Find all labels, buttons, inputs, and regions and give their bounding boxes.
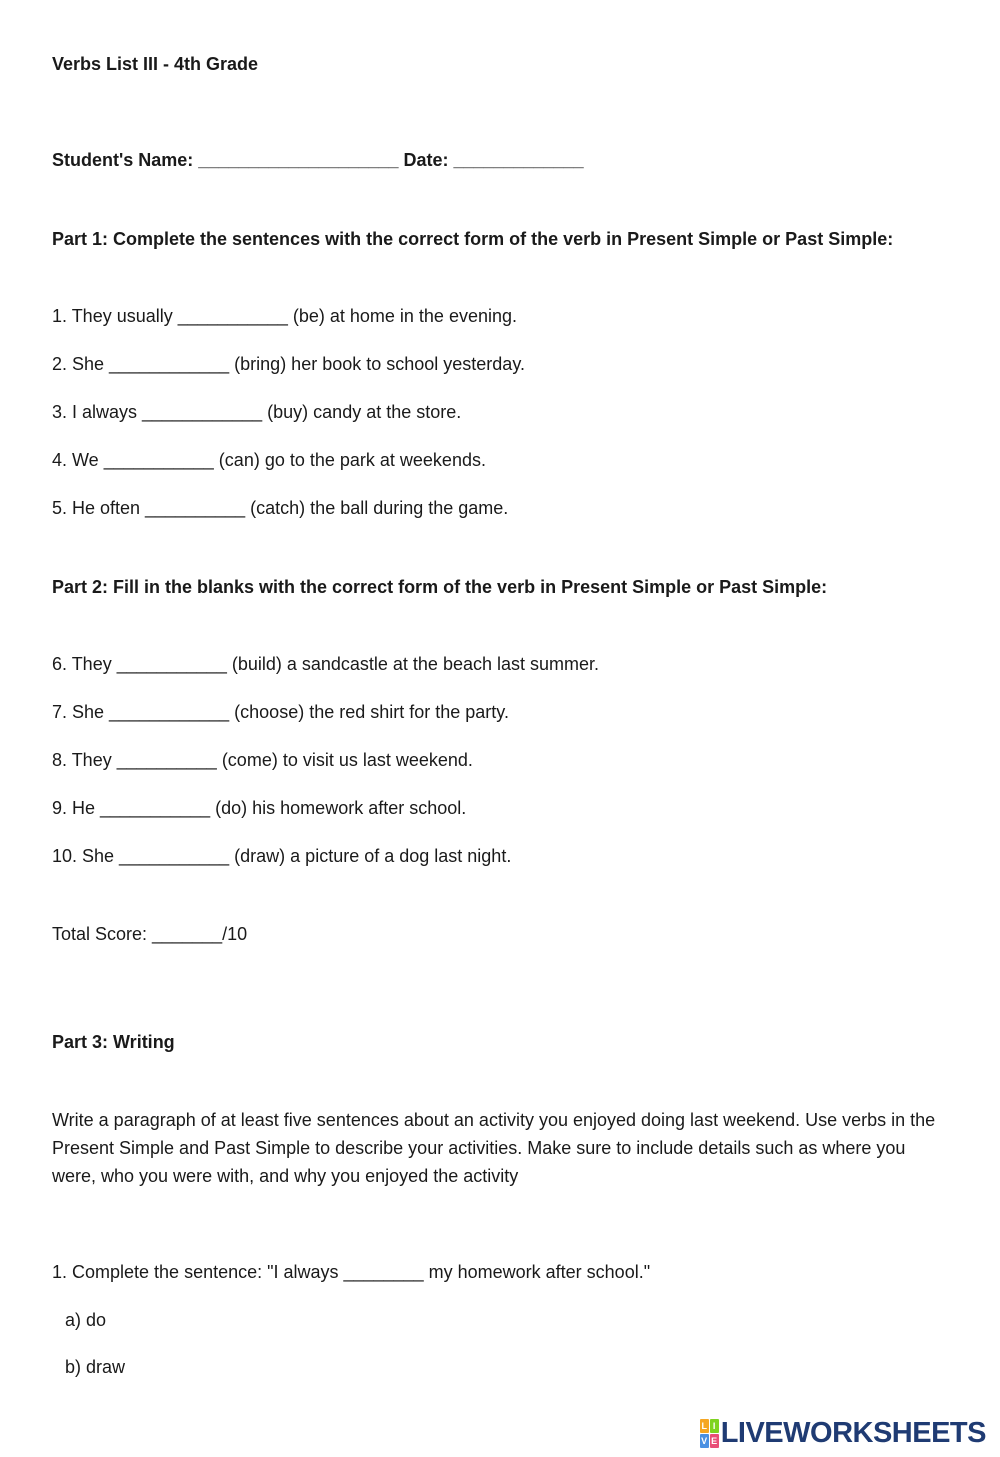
logo-mark-l: L [701,1420,707,1431]
total-score: Total Score: _______/10 [52,924,248,944]
question1-prompt: 1. Complete the sentence: "I always ________ my homework after school." [52,1262,651,1282]
logo-mark-v: V [701,1435,708,1446]
part1-item: 4. We ___________ (can) go to the park at weekends. [52,450,486,470]
part2-item: 6. They ___________ (build) a sandcastle at the beach last summer. [52,654,600,674]
part2-item: 7. She ____________ (choose) the red shirt for the party. [52,702,509,722]
worksheet-title: Verbs List III - 4th Grade [52,54,259,74]
part2-heading: Part 2: Fill in the blanks with the correct form of the verb in Present Simple or Past Simple: [52,577,828,597]
logo-mark-i: I [710,1419,719,1433]
part3-instructions: Write a paragraph of at least five sentences about an activity you enjoyed doing last weekend. Use verbs in the Present Simple and Past Simple to describe your activities. Make sure to include details such as where you were, who you were with, and why you enjoyed the activity [52,1110,936,1186]
part2-item: 9. He ___________ (do) his homework after school. [52,798,467,818]
part2-item: 10. She ___________ (draw) a picture of a dog last night. [52,846,512,866]
liveworksheets-logo-icon [700,1419,719,1448]
liveworksheets-logo [700,1417,986,1449]
student-name-date-line: Student's Name: ____________________ Date: _____________ [52,150,584,170]
part3-heading: Part 3: Writing [52,1032,175,1052]
part1-item: 5. He often __________ (catch) the ball during the game. [52,498,509,518]
part2-item: 8. They __________ (come) to visit us last weekend. [52,750,473,770]
liveworksheets-logo-text: LIVEWORKSHEETS [720,1416,986,1449]
part1-heading: Part 1: Complete the sentences with the correct form of the verb in Present Simple or Past Simple: [52,229,894,249]
logo-mark-e: E [711,1435,718,1446]
part1-item: 1. They usually ___________ (be) at home in the evening. [52,306,517,326]
question1-option-a[interactable]: a) do [65,1310,107,1330]
part1-item: 2. She ____________ (bring) her book to school yesterday. [52,354,525,374]
part1-item: 3. I always ____________ (buy) candy at the store. [52,402,462,422]
question1-option-b[interactable]: b) draw [65,1357,126,1377]
